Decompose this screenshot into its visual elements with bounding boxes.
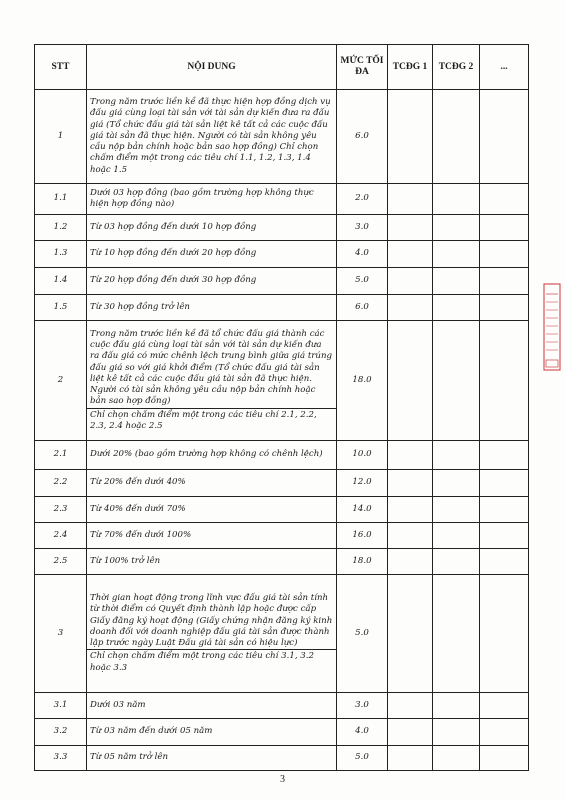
- row-more: [480, 470, 529, 497]
- table-row: [35, 523, 529, 549]
- row-stt: 1: [35, 90, 87, 184]
- row-more: [480, 523, 529, 549]
- row-content: Từ 20% đến dưới 40%: [87, 470, 337, 497]
- row-stt: 3.1: [35, 693, 87, 719]
- row-stt: 2.4: [35, 523, 87, 549]
- row-tcdg1: [388, 523, 433, 549]
- row-more: [480, 497, 529, 523]
- row-content: Từ 70% đến dưới 100%: [87, 523, 337, 549]
- row-more: [480, 90, 529, 184]
- row-tcdg1: [388, 268, 433, 295]
- row-max-score: 18.0: [337, 549, 388, 575]
- row-more: [480, 693, 529, 719]
- row-tcdg2: [433, 90, 480, 184]
- table-row: [35, 441, 529, 470]
- row-tcdg1: [388, 549, 433, 575]
- table-row: [35, 549, 529, 575]
- seal-stamp-fragment: [543, 282, 561, 372]
- row-tcdg2: [433, 470, 480, 497]
- row-content: Trong năm trước liền kề đã thực hiện hợp đồng dịch vụ đấu giá cùng loại tài sản với tài sản dự kiến đưa ra đấu giá (Tổ chức đấu giá tài sản liệt kê tất cả các cuộc đấu giá tài sản đã thực hiện. Người có tài sản không yêu cầu nộp bản chính hoặc bản sao hợp đồng) Chỉ chọn chấm điểm một trong các tiêu chí 1.1, 1.2, 1.3, 1.4 hoặc 1.5: [87, 90, 337, 184]
- row-more: [480, 241, 529, 268]
- row-tcdg1: [388, 575, 433, 693]
- row-more: [480, 215, 529, 241]
- row-tcdg2: [433, 549, 480, 575]
- row-tcdg1: [388, 693, 433, 719]
- table-row: [35, 693, 529, 719]
- row-tcdg2: [433, 523, 480, 549]
- row-content: [87, 575, 337, 693]
- row-tcdg1: [388, 295, 433, 321]
- row-max-score: 6.0: [337, 295, 388, 321]
- row-more: [480, 268, 529, 295]
- row-more: [480, 295, 529, 321]
- row-content-note: Chỉ chọn chấm điểm một trong các tiêu chí 3.1, 3.2 hoặc 3.3: [87, 649, 336, 673]
- row-tcdg2: [433, 497, 480, 523]
- row-tcdg2: [433, 321, 480, 441]
- row-content: Từ 03 hợp đồng đến dưới 10 hợp đồng: [87, 215, 337, 241]
- page-number: 3: [280, 774, 285, 785]
- table-row: [35, 321, 529, 441]
- row-tcdg2: [433, 215, 480, 241]
- row-stt: 2.1: [35, 441, 87, 470]
- row-max-score: 5.0: [337, 575, 388, 693]
- row-content: [87, 321, 337, 441]
- row-content: Từ 05 năm trở lên: [87, 746, 337, 771]
- row-tcdg2: [433, 575, 480, 693]
- header-content: NỘI DUNG: [87, 45, 337, 90]
- table-row: [35, 575, 529, 693]
- row-more: [480, 549, 529, 575]
- row-content: Từ 30 hợp đồng trở lên: [87, 295, 337, 321]
- row-max-score: 16.0: [337, 523, 388, 549]
- header-tcdg2: TCĐG 2: [433, 45, 480, 90]
- table-row: [35, 215, 529, 241]
- row-max-score: 3.0: [337, 693, 388, 719]
- row-more: [480, 184, 529, 215]
- table-row: [35, 90, 529, 184]
- row-tcdg2: [433, 184, 480, 215]
- table-row: [35, 295, 529, 321]
- row-stt: 2.2: [35, 470, 87, 497]
- row-stt: 1.4: [35, 268, 87, 295]
- row-max-score: 4.0: [337, 241, 388, 268]
- row-tcdg2: [433, 746, 480, 771]
- row-tcdg2: [433, 441, 480, 470]
- header-tcdg1: TCĐG 1: [388, 45, 433, 90]
- row-stt: 3.3: [35, 746, 87, 771]
- row-stt: 1.3: [35, 241, 87, 268]
- row-max-score: 14.0: [337, 497, 388, 523]
- row-tcdg2: [433, 241, 480, 268]
- row-tcdg1: [388, 746, 433, 771]
- row-more: [480, 719, 529, 746]
- row-stt: 1.1: [35, 184, 87, 215]
- header-stt: STT: [35, 45, 87, 90]
- row-tcdg1: [388, 90, 433, 184]
- row-more: [480, 575, 529, 693]
- row-max-score: 10.0: [337, 441, 388, 470]
- row-max-score: 2.0: [337, 184, 388, 215]
- row-max-score: 3.0: [337, 215, 388, 241]
- row-content-main: Trong năm trước liền kề đã tổ chức đấu giá thành các cuộc đấu giá cùng loại tài sản với tài sản dự kiến đưa ra đấu giá có mức chênh lệch trung bình giữa giá trúng đấu giá so với giá khởi điểm (Tổ chức đấu giá tài sản liệt kê tất cả các cuộc đấu giá tài sản đã thực hiện. Người có tài sản không yêu cầu nộp bản chính hoặc bản sao hợp đồng): [90, 329, 332, 407]
- row-tcdg1: [388, 719, 433, 746]
- row-max-score: 4.0: [337, 719, 388, 746]
- row-tcdg1: [388, 497, 433, 523]
- table-row: [35, 470, 529, 497]
- table-row: [35, 746, 529, 771]
- row-content-note: Chỉ chọn chấm điểm một trong các tiêu chí 2.1, 2.2, 2.3, 2.4 hoặc 2.5: [87, 408, 336, 432]
- row-tcdg2: [433, 693, 480, 719]
- row-content: Từ 10 hợp đồng đến dưới 20 hợp đồng: [87, 241, 337, 268]
- table-row: [35, 184, 529, 215]
- row-more: [480, 441, 529, 470]
- row-stt: 3.2: [35, 719, 87, 746]
- row-stt: 2.3: [35, 497, 87, 523]
- row-max-score: 6.0: [337, 90, 388, 184]
- table-row: [35, 719, 529, 746]
- table-row: [35, 497, 529, 523]
- row-max-score: 5.0: [337, 746, 388, 771]
- row-content: Từ 100% trở lên: [87, 549, 337, 575]
- header-row: [35, 45, 529, 90]
- header-more: ...: [480, 45, 529, 90]
- row-content: Từ 40% đến dưới 70%: [87, 497, 337, 523]
- row-content: Dưới 03 năm: [87, 693, 337, 719]
- table-row: [35, 241, 529, 268]
- row-more: [480, 746, 529, 771]
- row-max-score: 12.0: [337, 470, 388, 497]
- row-tcdg2: [433, 295, 480, 321]
- row-more: [480, 321, 529, 441]
- row-content: Dưới 03 hợp đồng (bao gồm trường hợp không thực hiện hợp đồng nào): [87, 184, 337, 215]
- row-stt: 2: [35, 321, 87, 441]
- row-content-main: Thời gian hoạt động trong lĩnh vực đấu giá tài sản tính từ thời điểm có Quyết định thành lập hoặc được cấp Giấy đăng ký hoạt động (Giấy chứng nhận đăng ký kinh doanh đối với doanh nghiệp đấu giá tài sản được thành lập trước ngày Luật Đấu giá tài sản có hiệu lực): [90, 593, 333, 649]
- row-max-score: 18.0: [337, 321, 388, 441]
- row-stt: 1.2: [35, 215, 87, 241]
- row-content: Từ 03 năm đến dưới 05 năm: [87, 719, 337, 746]
- scoring-table: [34, 44, 529, 771]
- row-tcdg1: [388, 470, 433, 497]
- row-tcdg2: [433, 719, 480, 746]
- row-content: Dưới 20% (bao gồm trường hợp không có chênh lệch): [87, 441, 337, 470]
- row-content: Từ 20 hợp đồng đến dưới 30 hợp đồng: [87, 268, 337, 295]
- row-tcdg2: [433, 268, 480, 295]
- table-row: [35, 268, 529, 295]
- row-tcdg1: [388, 441, 433, 470]
- row-tcdg1: [388, 215, 433, 241]
- row-stt: 3: [35, 575, 87, 693]
- row-tcdg1: [388, 184, 433, 215]
- header-max-score: MỨC TỐI ĐA: [337, 45, 388, 90]
- row-max-score: 5.0: [337, 268, 388, 295]
- row-tcdg1: [388, 241, 433, 268]
- row-stt: 1.5: [35, 295, 87, 321]
- row-tcdg1: [388, 321, 433, 441]
- row-stt: 2.5: [35, 549, 87, 575]
